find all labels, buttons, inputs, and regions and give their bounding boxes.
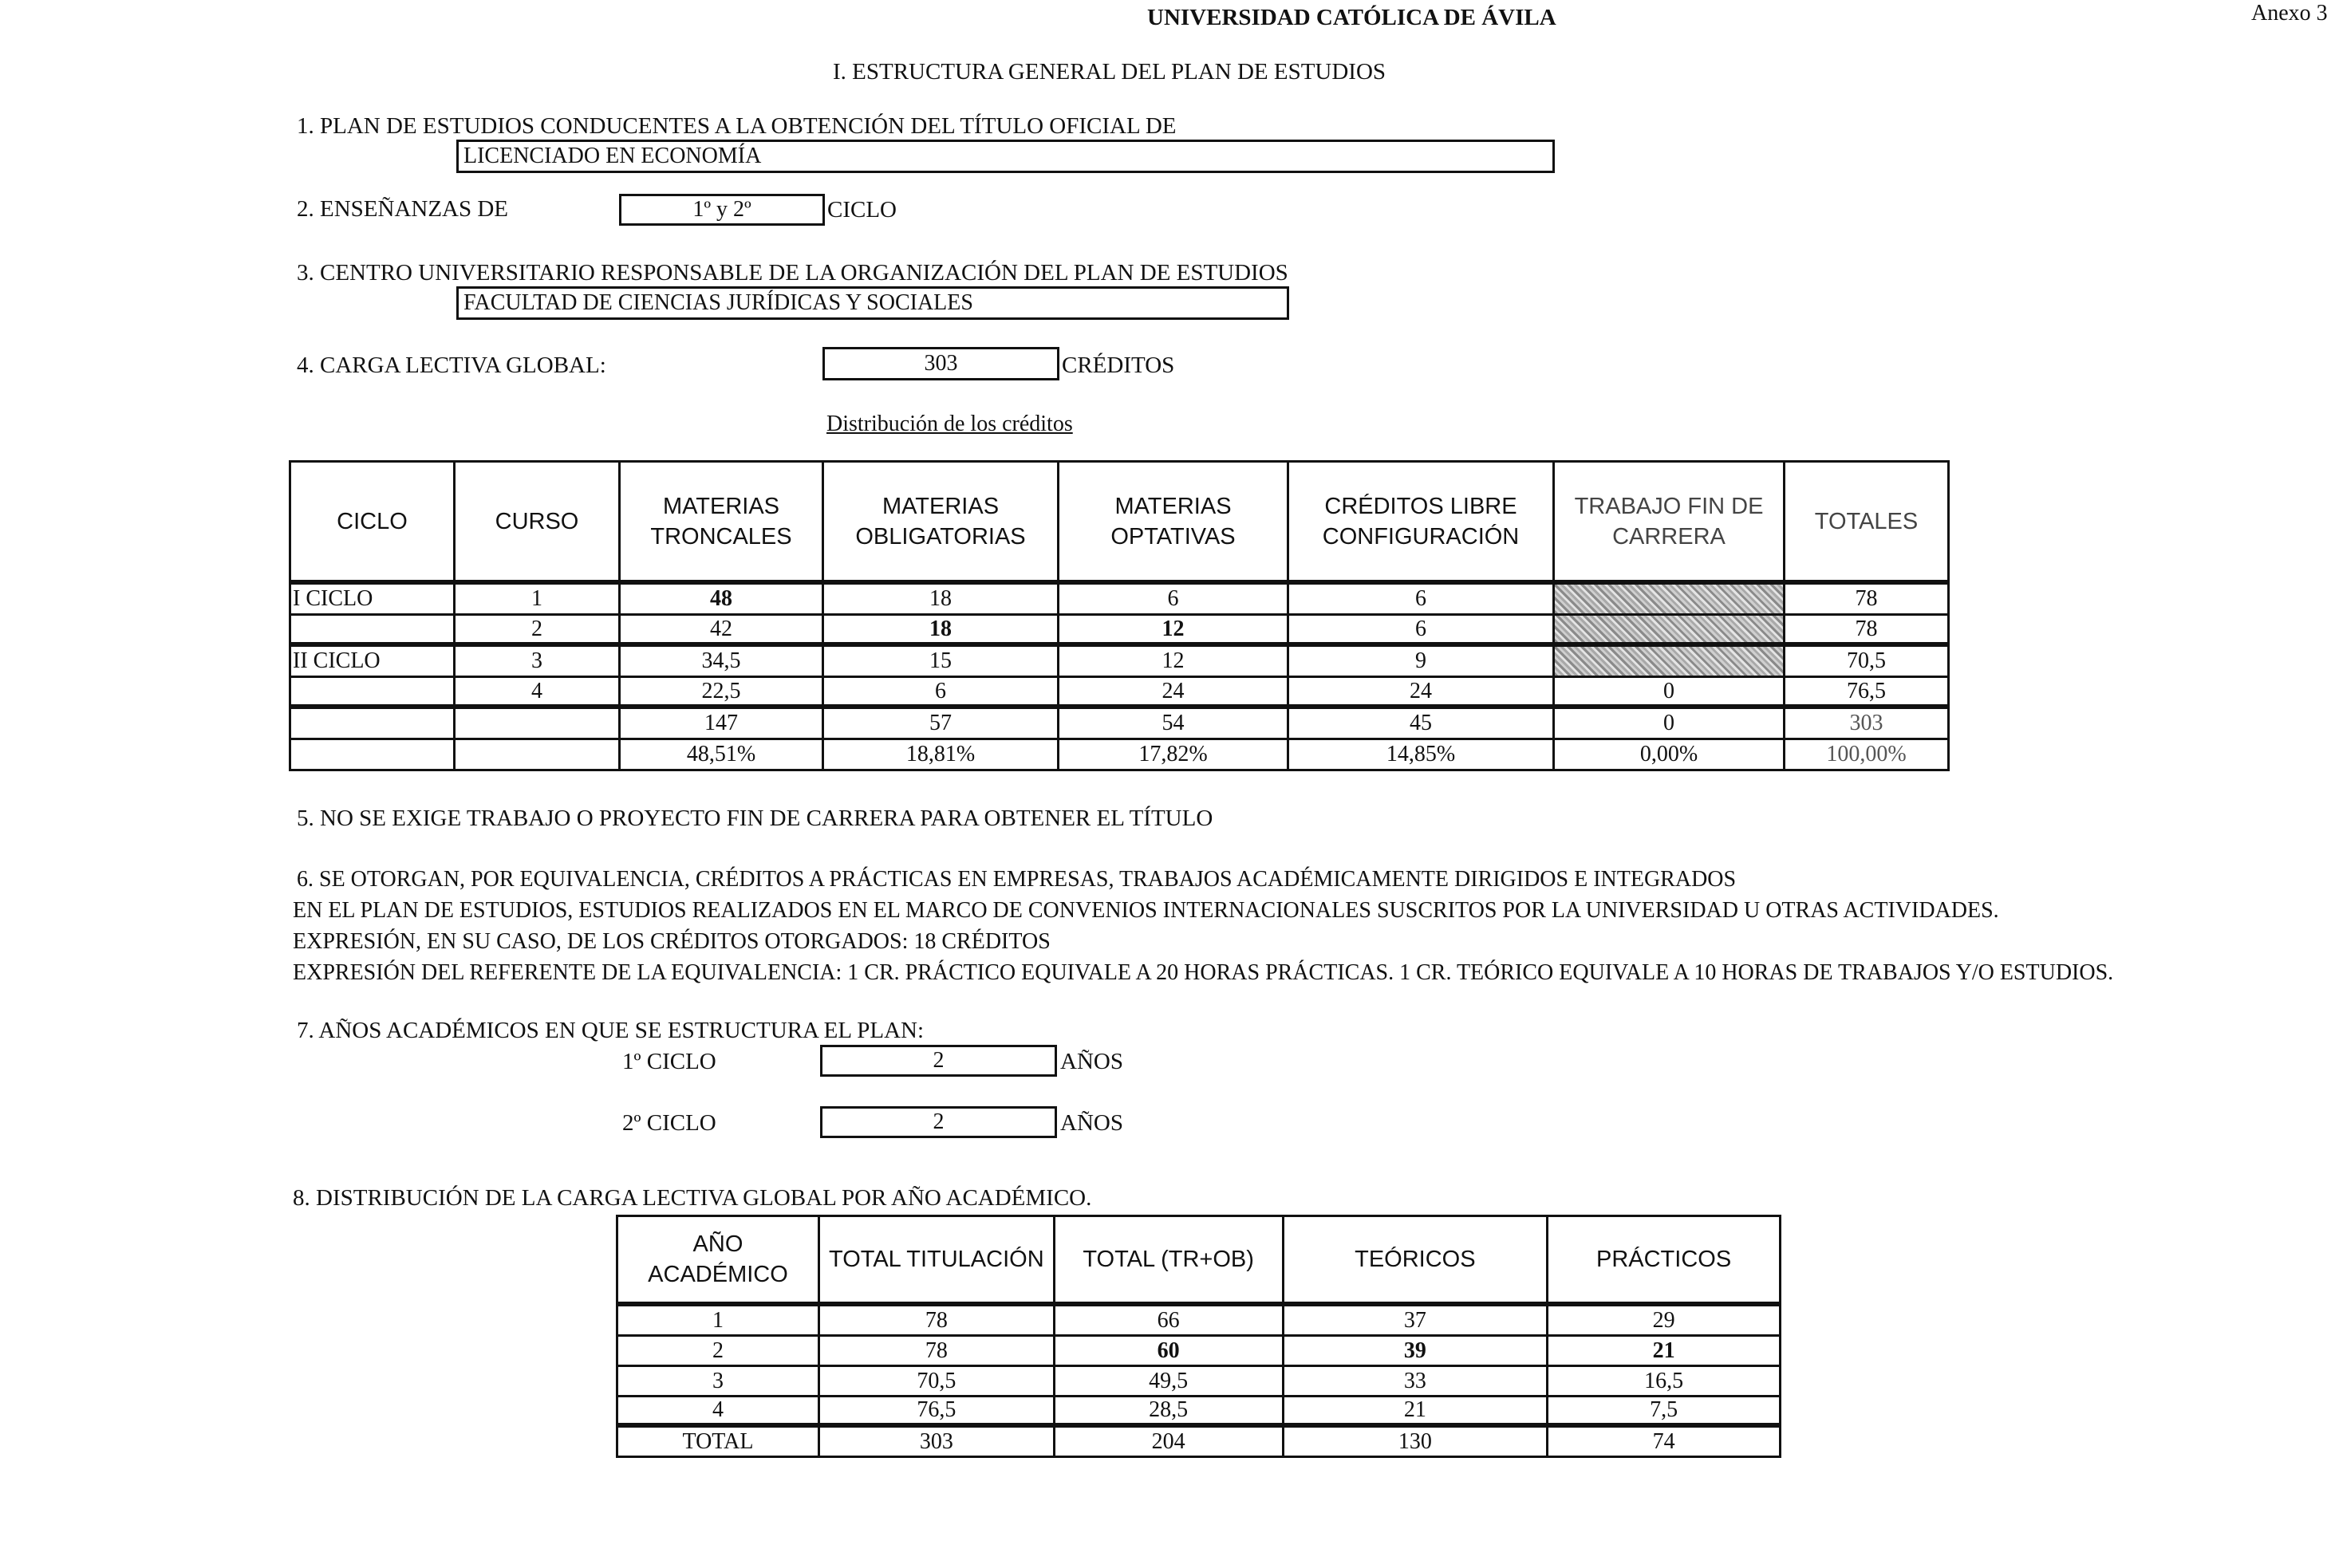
header-practicos: PRÁCTICOS: [1595, 1247, 1732, 1272]
table-row: [616, 1397, 1781, 1428]
percent-libre: 14,85%: [1289, 740, 1555, 769]
cell-optativas: 24: [1059, 678, 1289, 704]
cell-obligatorias: 15: [824, 647, 1059, 676]
cell-teoricos: 130: [1284, 1428, 1549, 1456]
cell-curso-empty: [456, 709, 621, 738]
item2-cycle-field: [619, 194, 825, 226]
cell-curso: 1: [456, 585, 621, 613]
total-totales: 303: [1849, 711, 1883, 735]
item8-label: 8. DISTRIBUCIÓN DE LA CARGA LECTIVA GLOBAL POR AÑO ACADÉMICO.: [293, 1185, 1092, 1211]
cell-libre: 24: [1289, 678, 1555, 704]
percent-optativas: 17,82%: [1059, 740, 1289, 769]
cell-libre: 6: [1289, 585, 1555, 613]
cell-ano: 1: [618, 1306, 820, 1334]
cell-troncales: 34,5: [621, 647, 824, 676]
total-obligatorias: 57: [824, 709, 1059, 738]
item7-cycle1-suffix: AÑOS: [1060, 1049, 1123, 1074]
academic-year-table: [616, 1215, 1781, 1458]
item3-center-field: [456, 286, 1289, 320]
cell-ano: 4: [618, 1397, 820, 1423]
cell-total: 78: [1855, 586, 1878, 611]
cell-obligatorias: 18: [824, 616, 1059, 642]
cell-trob: 60: [1055, 1337, 1284, 1365]
cell-ciclo: [291, 616, 456, 642]
cell-practicos: 74: [1652, 1428, 1675, 1454]
cell-obligatorias: 6: [824, 678, 1059, 704]
cell-ano-total: TOTAL: [618, 1428, 820, 1456]
cell-trob: 66: [1055, 1306, 1284, 1334]
cell-ciclo: I CICLO: [291, 585, 456, 613]
item6-line2: EN EL PLAN DE ESTUDIOS, ESTUDIOS REALIZADOS EN EL MARCO DE CONVENIOS INTERNACIONALES SUSCRITOS POR LA UNIVERSIDAD U OTRAS ACTIVIDADES.: [293, 898, 1999, 923]
cell-obligatorias: 18: [824, 585, 1059, 613]
item7-cycle1-value: 2: [933, 1048, 945, 1073]
cell-practicos: 29: [1652, 1307, 1675, 1333]
cell-libre: 6: [1289, 616, 1555, 642]
item6-line1: 6. SE OTORGAN, POR EQUIVALENCIA, CRÉDITOS A PRÁCTICAS EN EMPRESAS, TRABAJOS ACADÉMICAMENTE DIRIGIDOS E INTEGRADOS: [297, 867, 1737, 892]
cell-trabajo-shaded: [1555, 616, 1785, 642]
table-row: [616, 1367, 1781, 1397]
cell-trabajo-shaded: [1555, 585, 1785, 613]
item4-label: 4. CARGA LECTIVA GLOBAL:: [297, 353, 606, 378]
table-row: [289, 585, 1950, 616]
item6-line4: EXPRESIÓN DEL REFERENTE DE LA EQUIVALENCIA: 1 CR. PRÁCTICO EQUIVALE A 20 HORAS PRÁCTICAS. 1 CR. TEÓRICO EQUIVALE A 10 HORAS DE TRABAJOS Y/O ESTUDIOS.: [293, 960, 2114, 985]
item1-degree-value: LICENCIADO EN ECONOMÍA: [463, 144, 762, 168]
university-title: UNIVERSIDAD CATÓLICA DE ÁVILA: [1147, 5, 1556, 30]
percent-totales: 100,00%: [1826, 742, 1907, 766]
item7-cycle1-label: 1º CICLO: [622, 1049, 716, 1074]
header-ano: AÑO ACADÉMICO: [618, 1217, 820, 1302]
cell-total: 78: [820, 1306, 1055, 1334]
item1-degree-field: [456, 140, 1555, 173]
header-troncales: MATERIAS TRONCALES: [621, 463, 824, 580]
item2-suffix: CICLO: [827, 197, 897, 223]
item1-label: 1. PLAN DE ESTUDIOS CONDUCENTES A LA OBTENCIÓN DEL TÍTULO OFICIAL DE: [297, 113, 1177, 139]
table-row: [289, 616, 1950, 647]
table-row: [616, 1337, 1781, 1367]
cell-troncales: 42: [621, 616, 824, 642]
cell-total: 78: [1855, 616, 1878, 641]
percent-troncales: 48,51%: [621, 740, 824, 769]
cell-trabajo: 0: [1555, 678, 1785, 704]
cell-trabajo-shaded: [1555, 647, 1785, 676]
percent-obligatorias: 18,81%: [824, 740, 1059, 769]
cell-ciclo-empty: [291, 709, 456, 738]
cell-teoricos: 37: [1284, 1306, 1549, 1334]
item3-center-value: FACULTAD DE CIENCIAS JURÍDICAS Y SOCIALES: [463, 290, 973, 315]
cell-trob: 28,5: [1055, 1397, 1284, 1423]
header-total-trob: TOTAL (TR+OB): [1055, 1217, 1284, 1302]
cell-troncales: 48: [621, 585, 824, 613]
cell-curso-empty: [456, 740, 621, 769]
cell-libre: 9: [1289, 647, 1555, 676]
cell-ciclo-empty: [291, 740, 456, 769]
header-total-titulacion: TOTAL TITULACIÓN: [820, 1217, 1055, 1302]
item4-load-value: 303: [924, 351, 958, 376]
total-troncales: 147: [621, 709, 824, 738]
cell-total: 76,5: [1847, 678, 1886, 703]
cell-total: 70,5: [1847, 648, 1886, 673]
cell-teoricos: 39: [1284, 1337, 1549, 1365]
item4-load-field: [822, 347, 1059, 380]
header-ciclo: CICLO: [291, 463, 456, 580]
cell-curso: 3: [456, 647, 621, 676]
item2-cycle-value: 1º y 2º: [692, 197, 751, 222]
credits-distribution-table: [289, 460, 1950, 771]
item7-label: 7. AÑOS ACADÉMICOS EN QUE SE ESTRUCTURA EL PLAN:: [297, 1018, 925, 1043]
header-libre: CRÉDITOS LIBRE CONFIGURACIÓN: [1289, 463, 1555, 580]
cell-curso: 4: [456, 678, 621, 704]
cell-teoricos: 21: [1284, 1397, 1549, 1423]
cell-trob: 49,5: [1055, 1367, 1284, 1395]
cell-practicos: 21: [1652, 1338, 1675, 1363]
item5-text: 5. NO SE EXIGE TRABAJO O PROYECTO FIN DE CARRERA PARA OBTENER EL TÍTULO: [297, 806, 1213, 831]
annex-label: Anexo 3: [2251, 1, 2328, 26]
cell-practicos: 16,5: [1644, 1368, 1684, 1393]
header-trabajo: TRABAJO FIN DE CARRERA: [1555, 463, 1785, 580]
credits-table-header: [289, 460, 1950, 585]
item7-cycle2-suffix: AÑOS: [1060, 1110, 1123, 1136]
cell-trob: 204: [1055, 1428, 1284, 1456]
distribution-title: Distribución de los créditos: [826, 412, 1073, 436]
cell-practicos: 7,5: [1650, 1397, 1678, 1422]
header-totales: TOTALES: [1814, 508, 1919, 534]
cell-ciclo: II CICLO: [291, 647, 456, 676]
table-row: [289, 678, 1950, 709]
cell-teoricos: 33: [1284, 1367, 1549, 1395]
item7-cycle2-label: 2º CICLO: [622, 1110, 716, 1136]
cell-ano: 3: [618, 1367, 820, 1395]
cell-total: 70,5: [820, 1367, 1055, 1395]
item4-suffix: CRÉDITOS: [1062, 353, 1175, 378]
item7-cycle2-value: 2: [933, 1109, 945, 1134]
item7-cycle2-field: [820, 1106, 1057, 1138]
total-optativas: 54: [1059, 709, 1289, 738]
item7-cycle1-field: [820, 1045, 1057, 1077]
table-row: [289, 647, 1950, 678]
item3-label: 3. CENTRO UNIVERSITARIO RESPONSABLE DE LA ORGANIZACIÓN DEL PLAN DE ESTUDIOS: [297, 260, 1288, 286]
total-row: [616, 1428, 1781, 1458]
cell-total: 76,5: [820, 1397, 1055, 1423]
header-curso: CURSO: [456, 463, 621, 580]
item2-label: 2. ENSEÑANZAS DE: [297, 196, 509, 222]
header-teoricos: TEÓRICOS: [1284, 1217, 1549, 1302]
cell-optativas: 6: [1059, 585, 1289, 613]
cell-troncales: 22,5: [621, 678, 824, 704]
header-optativas: MATERIAS OPTATIVAS: [1059, 463, 1289, 580]
table-row: [616, 1306, 1781, 1337]
percent-trabajo: 0,00%: [1555, 740, 1785, 769]
year-table-header: [616, 1215, 1781, 1306]
percent-row: [289, 740, 1950, 771]
cell-curso: 2: [456, 616, 621, 642]
cell-total: 303: [820, 1428, 1055, 1456]
total-trabajo: 0: [1555, 709, 1785, 738]
cell-total: 78: [820, 1337, 1055, 1365]
total-libre: 45: [1289, 709, 1555, 738]
cell-ciclo: [291, 678, 456, 704]
section-title: I. ESTRUCTURA GENERAL DEL PLAN DE ESTUDIOS: [833, 59, 1386, 85]
header-obligatorias: MATERIAS OBLIGATORIAS: [824, 463, 1059, 580]
item6-line3: EXPRESIÓN, EN SU CASO, DE LOS CRÉDITOS OTORGADOS: 18 CRÉDITOS: [293, 929, 1051, 954]
cell-ano: 2: [618, 1337, 820, 1365]
totals-row: [289, 709, 1950, 740]
cell-optativas: 12: [1059, 616, 1289, 642]
cell-optativas: 12: [1059, 647, 1289, 676]
